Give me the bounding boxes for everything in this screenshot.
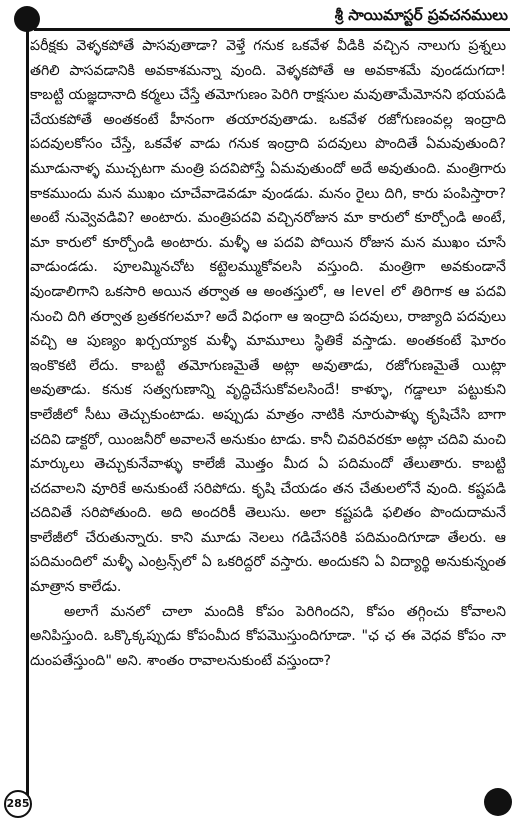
- footer-bullet-dot: [484, 788, 512, 816]
- header-rule-line: [34, 28, 510, 31]
- page-number: 285: [4, 790, 32, 818]
- paragraph-1: పరీక్షకు వెళ్ళకపోతే పాసవుతాడా? వెళ్తే గనుక ఒకవేళ వీడికి వచ్చిన నాలుగు ప్రశ్నలు తగిలి పాసవడానికి అవకాశమన్నా వుంది. వెళ్ళకపోతే ఆ అవకాశమే వుండదుగదా! కాబట్టి యజ్ఞదానాది కర్మలు చేస్తే తమోగుణం పెరిగి రాక్షసుల మవుతామేమోనని భయపడి చేయకపోతే అంతకంటే హీనంగా తయారవుతాడు. ఒకవేళ రజోగుణంవల్ల ఇంద్రాది పదవులకోసం చేస్తే, ఒకవేళ వాడు గనుక ఇంద్రాది పదవులు పొందితే ఏమవుతుంది? మూడునాళ్ళ ముచ్చటగా మంత్రి పదవిపోస్తే ఏమవుతుందో అదే అవుతుంది. మంత్రిగారు కాకముందు మన ముఖం చూచేవాడెవడూ వుండడు. మనం రైలు దిగి, కారు పంపిస్తారా? అంటే నువ్వెవడివి? అంటారు. మంత్రిపదవి వచ్చినరోజున మా కారులో కూర్చోండి అంటే, మా కారులో కూర్చోండి అంటారు. మళ్ళీ ఆ పదవి పోయిన రోజున మన ముఖం చూసే వాడుండడు. పూలమ్మినచోట కట్టెలమ్ముకోవలసి వస్తుంది. మంత్రిగా అవకుండానే వుండాలిగాని ఒకసారి అయిన తర్వాత ఆ అంతస్తులో, ఆ level లో తిరిగాక ఆ పదవి నుంచి దిగి తర్వాత బ్రతకగలమా? అదే విధంగా ఆ ఇంద్రాది పదవులు, రాజ్యాది పదవులు వచ్చి ఆ పుణ్యం ఖర్చయ్యాక మళ్ళీ మామూలు స్థితికే వస్తాడు. అంతకంటే ఘోరం ఇంకొకటి లేదు. కాబట్టి తమోగుణమైతే అట్లా అవుతాడు, రజోగుణమైతే యిట్లా అవుతాడు. కనుక సత్వగుణాన్ని వృద్ధిచేసుకోవలసిందే! కాళ్ళూ, గడ్డాలూ పట్టుకుని కాలేజీలో సీటు తెచ్చుకుంటాడు. అప్పుడు మాత్రం నాటికి నూరుపాళ్ళు కృషిచేసి బాగా చదివి డాక్టరో, యింజనీరో అవాలనే అనుకుం టాడు. కానీ చివరివరకూ అట్లా చదివి మంచి మార్కులు తెచ్చుకునేవాళ్ళు కాలేజీ మొత్తం మీద ఏ పదిమందో తేలుతారు. కాబట్టి చదవాలని వూరికే అనుకుంటే సరిపోదు. కృషి చేయడం తన చేతులలోనే వుంది. కష్టపడి చదివితే సరిపోతుంది. అది అందరికీ తెలుసు. అలా కష్టపడి ఫలితం పొందుదామనే కాలేజీలో చేరుతున్నారు. కాని మూడు నెలలు గడిచేసరికి పదిమందిగూడా తేలరు. ఆ పదిమందిలో మళ్ళీ ఎంట్రన్స్‌లో ఏ ఒకరిద్దరో వస్తారు. అందుకని ఏ విద్యార్థి అనుకున్నంత మాత్రాన కాలేడు.: [30, 38, 506, 596]
- left-margin-rule: [26, 20, 29, 800]
- body-text: [30, 34, 506, 778]
- running-header: [0, 0, 520, 36]
- header-title: శ్రీ సాయిమాస్టర్ ప్రవచనములు: [334, 6, 508, 24]
- paragraph-2: అలాగే మనలో చాలా మందికి కోపం పెరిగిందని, కోపం తగ్గించు కోవాలని అనిపిస్తుంది. ఒక్కొక్కప్పుడు కోపంమీద కోపమొస్తుందిగూడా. "ఛ ఛ ఈ వెధవ కోపం నా దుంపతేస్తుంది" అని. శాంతం రావాలనుకుంటే వస్తుందా?: [30, 603, 506, 669]
